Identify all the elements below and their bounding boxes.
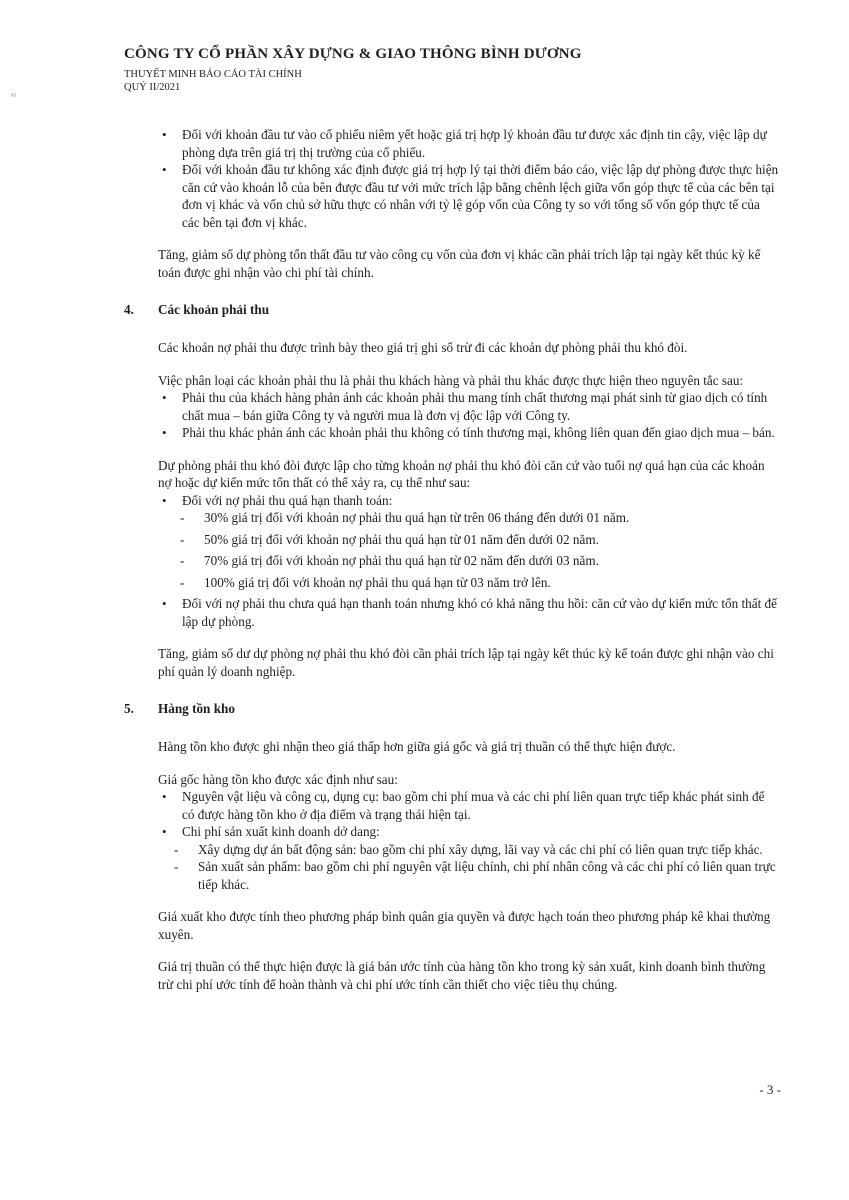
list-item: - 70% giá trị đối với khoản nợ phải thu quá hạn từ 02 năm đến dưới 03 năm. bbox=[180, 553, 599, 568]
intro-bullets bbox=[124, 126, 780, 231]
paragraph: Tăng, giảm số dự phòng tổn thất đầu tư vào công cụ vốn của đơn vị khác cần phải trích lập tại ngày kết thúc kỳ kế toán được ghi nhận vào chi phí tài chính. bbox=[158, 247, 761, 280]
report-period: QUÝ II/2021 bbox=[124, 82, 181, 93]
list-item: - Xây dựng dự án bất động sản: bao gồm chi phí xây dựng, lãi vay và các chi phí có liên quan trực tiếp khác. bbox=[174, 841, 763, 857]
provision-bullets bbox=[124, 492, 780, 510]
bullet-icon: • bbox=[162, 789, 167, 804]
section-number: 5. bbox=[124, 701, 134, 716]
dash-icon: - bbox=[174, 841, 179, 857]
list-item: • Phải thu khác phản ánh các khoản phải thu không có tính thương mại, không liên quan đến giao dịch mua – bán. bbox=[162, 425, 775, 440]
bullet-icon: • bbox=[162, 425, 167, 440]
bullet-icon: • bbox=[162, 596, 167, 611]
section-number: 4. bbox=[124, 302, 134, 317]
list-item: - 30% giá trị đối với khoản nợ phải thu quá hạn từ trên 06 tháng đến dưới 01 năm. bbox=[180, 510, 630, 525]
wip-sub-list bbox=[124, 841, 780, 894]
section-heading bbox=[124, 700, 780, 718]
list-item: • Đối với khoản đầu tư không xác định được giá trị hợp lý tại thời điểm báo cáo, việc lập dự phòng được thực hiện căn cứ vào khoản lỗ của bên được đầu tư với mức trích lập bằng chênh lệch giữa vốn góp thực tế của các bên tại đơn vị khác và vốn chủ sở hữu thực có nhân với tỷ lệ góp vốn của Công ty so với tổng số vốn góp thực tế của các bên tại đơn vị khác. bbox=[162, 162, 779, 230]
dash-icon: - bbox=[174, 859, 179, 874]
dash-icon: - bbox=[180, 553, 185, 568]
page-number: - 3 - bbox=[759, 1082, 781, 1097]
paragraph: Giá gốc hàng tồn kho được xác định như sau: bbox=[158, 771, 398, 787]
paragraph: Các khoản nợ phải thu được trình bày theo giá trị ghi sổ trừ đi các khoản dự phòng phải thu khó đòi. bbox=[158, 340, 688, 355]
paragraph: Giá trị thuần có thể thực hiện được là giá bán ước tính của hàng tồn kho trong kỳ sản xuất, kinh doanh bình thường trừ chi phí ước tính để hoàn thành và chi phí ước tính cần thiết cho việc tiêu thụ chúng. bbox=[158, 959, 766, 992]
section-title: Hàng tồn kho bbox=[158, 701, 235, 716]
overdue-rates-list bbox=[124, 509, 780, 591]
receivables-bullets bbox=[124, 389, 780, 442]
dash-icon: - bbox=[180, 510, 185, 525]
list-item: - Sản xuất sản phẩm: bao gồm chi phí nguyên vật liệu chính, chi phí nhân công và các chi phí có liên quan trực tiếp khác. bbox=[174, 859, 776, 892]
paragraph: Hàng tồn kho được ghi nhận theo giá thấp hơn giữa giá gốc và giá trị thuần có thể thực hiện được. bbox=[158, 739, 676, 754]
list-item: - 50% giá trị đối với khoản nợ phải thu quá hạn từ 01 năm đến dưới 02 năm. bbox=[180, 531, 599, 547]
bullet-icon: • bbox=[162, 492, 167, 508]
document-body bbox=[124, 126, 780, 993]
paragraph: Việc phân loại các khoản phải thu là phải thu khách hàng và phải thu khác được thực hiện theo nguyên tắc sau: bbox=[158, 372, 744, 388]
paragraph: Dự phòng phải thu khó đòi được lập cho từng khoản nợ phải thu khó đòi căn cứ vào tuổi nợ quá hạn của các khoản nợ hoặc dự kiến mức tổn thất có thể xảy ra, cụ thể như sau: bbox=[158, 457, 765, 490]
section-title: Các khoản phải thu bbox=[158, 302, 270, 317]
inventory-bullets bbox=[124, 788, 780, 841]
dash-icon: - bbox=[180, 531, 185, 547]
paragraph: Giá xuất kho được tính theo phương pháp bình quân gia quyền và được hạch toán theo phương pháp kê khai thường xuyên. bbox=[158, 909, 771, 942]
bullet-icon: • bbox=[162, 127, 167, 142]
list-item: • Đối với nợ phải thu quá hạn thanh toán: bbox=[162, 492, 393, 508]
list-item: • Phải thu của khách hàng phản ánh các khoản phải thu mang tính chất thương mại phát sinh từ giao dịch có tính chất mua – bán giữa Công ty và người mua là đơn vị độc lập với Công ty. bbox=[162, 390, 768, 423]
list-item: • Nguyên vật liệu và công cụ, dụng cụ: bao gồm chi phí mua và các chi phí liên quan trực tiếp khác phát sinh để có được hàng tồn kho ở địa điểm và trạng thái hiện tại. bbox=[162, 789, 765, 822]
document-header bbox=[124, 46, 582, 94]
company-name: CÔNG TY CỔ PHẦN XÂY DỰNG & GIAO THÔNG BÌNH DƯƠNG bbox=[124, 46, 582, 62]
list-item: - 100% giá trị đối với khoản nợ phải thu quá hạn từ 03 năm trở lên. bbox=[180, 574, 551, 590]
bullet-icon: • bbox=[162, 162, 167, 177]
dash-icon: - bbox=[180, 574, 185, 590]
list-item: • Đối với nợ phải thu chưa quá hạn thanh toán nhưng khó có khả năng thu hồi: căn cứ vào dự kiến mức tổn thất để lập dự phòng. bbox=[162, 596, 778, 629]
paragraph: Tăng, giảm số dư dự phòng nợ phải thu khó đòi cần phải trích lập tại ngày kết thúc kỳ kế toán được ghi nhận vào chi phí quản lý doanh nghiệp. bbox=[158, 646, 774, 679]
margin-mark: ≈ bbox=[11, 90, 16, 100]
bullet-icon: • bbox=[162, 390, 167, 405]
list-item: • Chi phí sản xuất kinh doanh dở dang: bbox=[162, 824, 380, 839]
report-title: THUYẾT MINH BÁO CÁO TÀI CHÍNH bbox=[124, 69, 302, 80]
section-heading bbox=[124, 301, 780, 319]
list-item: • Đối với khoản đầu tư vào cổ phiếu niêm yết hoặc giá trị hợp lý khoản đầu tư được xác định tin cậy, việc lập dự phòng dựa trên giá trị thị trường của cổ phiếu. bbox=[162, 127, 767, 160]
bullet-icon: • bbox=[162, 824, 167, 839]
